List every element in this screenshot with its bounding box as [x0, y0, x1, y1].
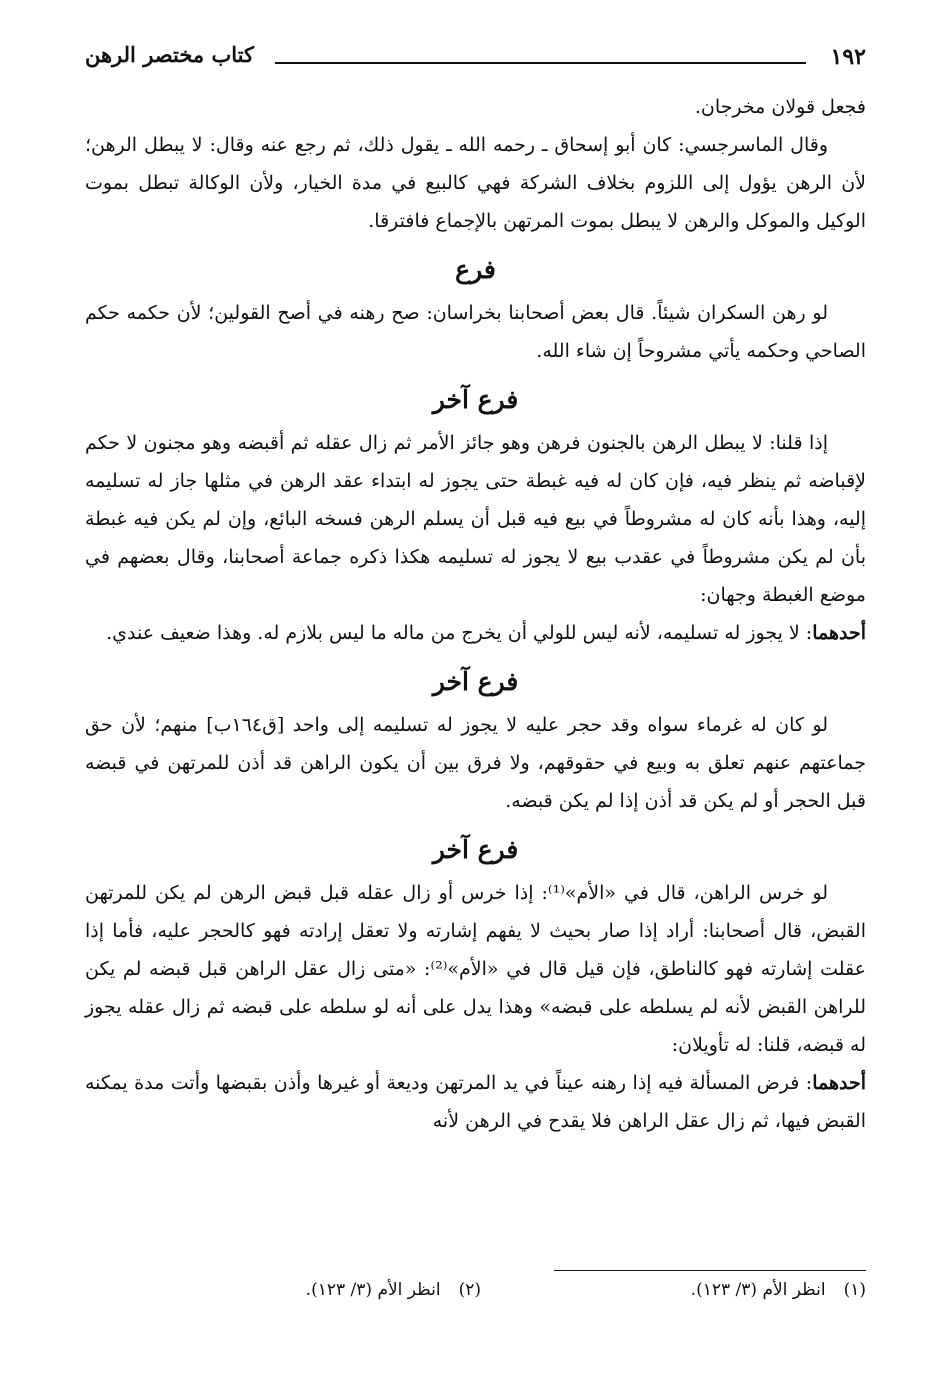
paragraph: فجعل قولان مخرجان.	[694, 96, 866, 118]
body-text	[85, 88, 866, 1140]
term-text: : فرض المسألة فيه إذا رهنه عيناً في يد المرتهن وديعة أو غيرها وأذن بقبضها وأتت مدة يمكنه القبض فيها، ثم زال عقل الراهن فلا يقدح في الرهن لأنه	[85, 1072, 866, 1132]
footnotes	[85, 1280, 866, 1310]
section-heading: فرع آخر	[432, 667, 519, 696]
footnote-number: (٢)	[458, 1280, 481, 1300]
paragraph: لو خرس الراهن، قال في «الأم»⁽¹⁾: إذا خرس أو زال عقله قبل قبض الرهن لم يكن للمرتهن القبض، قال أصحابنا: أراد إذا صار بحيث لا يفهم إشارته ولا تعقل إرادته فهو كالحجر عليه، فأما إذا عقلت إشارته فهو كالناطق، فإن قيل قال في «الأم»⁽²⁾: «متى زال عقل الراهن قبل قبضه لم يكن للراهن القبض لأنه لم يسلطه على قبضه» وهذا يدل على أنه لو سلطه على قبضه ثم زال عقله يجوز له قبضه، قلنا: له تأويلان:	[85, 882, 867, 1056]
page-number: ١٩٢	[830, 44, 866, 70]
header-rule	[275, 62, 806, 64]
footnote-number: (١)	[843, 1280, 866, 1300]
running-title: كتاب مختصر الرهن	[85, 42, 254, 67]
footnote	[306, 1280, 481, 1300]
paragraph: إذا قلنا: لا يبطل الرهن بالجنون فرهن وهو جائز الأمر ثم زال عقله ثم أقبضه وهو مجنون لا حكم لإقباضه ثم ينظر فيه، فإن كان له فيه غبطة حتى يجوز له ابتداء عقد الرهن في مثلها جاز له تسليمه إليه، وهذا بأنه كان له مشروطاً في بيع فيه قبل أن يسلم الرهن فسخه البائع، وإن لم يكن فيه غبطة بأن لم يكن مشروطاً في عقدب بيع لا يجوز له تسليمه هكذا ذكره جماعة أصحابنا، وقال بعضهم في موضع الغبطة وجهان:	[85, 432, 866, 606]
paragraph: لو كان له غرماء سواه وقد حجر عليه لا يجوز له تسليمه إلى واحد [ق١٦٤ب] منهم؛ لأن حق جماعتهم عنهم تعلق به وبيع في حقوقهم، ولا فرق بين أن يكون الراهن قد أذن للمرتهن في قبضه قبل الحجر أو لم يكن قد أذن إذا لم يكن قبضه.	[85, 714, 866, 812]
paragraph	[85, 614, 866, 652]
paragraph: لو رهن السكران شيئاً. قال بعض أصحابنا بخراسان: صح رهنه في أصح القولين؛ لأن حكمه حكم الصاحي وحكمه يأتي مشروحاً إن شاء الله.	[85, 302, 866, 362]
section-heading: فرع	[455, 255, 496, 284]
footnote-text: انظر الأم (٣/ ١٢٣).	[305, 1280, 441, 1300]
paragraph	[85, 1064, 866, 1140]
paragraph: وقال الماسرجسي: كان أبو إسحاق ـ رحمه الله ـ يقول ذلك، ثم رجع عنه وقال: لا يبطل الرهن؛ لأن الرهن يؤول إلى اللزوم بخلاف الشركة فهي كالبيع في مدة الخيار، ولأن الوكالة تبطل بموت الوكيل والموكل والرهن لا يبطل بموت المرتهن بالإجماع فافترقا.	[85, 134, 866, 232]
footnote-text: انظر الأم (٣/ ١٢٣).	[690, 1280, 826, 1300]
term-text: : لا يجوز له تسليمه، لأنه ليس للولي أن يخرج من ماله ما ليس بلازم له. وهذا ضعيف عندي.	[106, 622, 813, 644]
section-heading: فرع آخر	[432, 385, 519, 414]
footnote	[691, 1280, 866, 1300]
page-header	[85, 40, 866, 80]
section-heading: فرع آخر	[432, 835, 519, 864]
term-label: أحدهما	[812, 1072, 866, 1094]
term-label: أحدهما	[812, 622, 866, 644]
footnote-rule	[554, 1270, 866, 1271]
